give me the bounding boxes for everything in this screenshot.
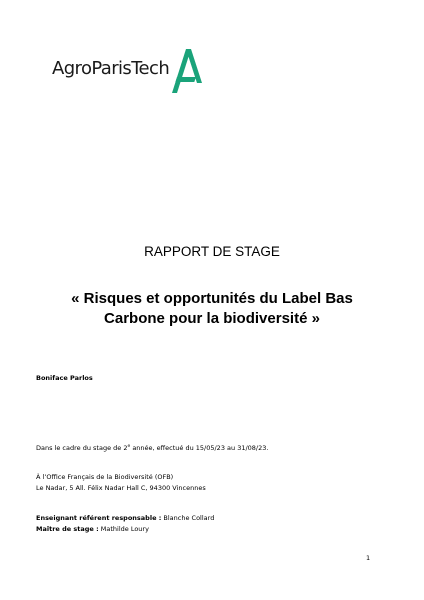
context-superscript: e bbox=[127, 444, 131, 449]
agroparistech-a-mark-icon bbox=[172, 49, 202, 93]
supervisor-label: Maître de stage : bbox=[36, 525, 99, 533]
internship-context bbox=[36, 441, 268, 454]
teacher-name: Blanche Collard bbox=[161, 514, 215, 522]
context-suffix: année, effectué du 15/05/23 au 31/08/23. bbox=[130, 444, 269, 453]
report-title-line-2: Carbone pour la biodiversité » bbox=[104, 310, 320, 327]
organization-name: À l’Office Français de la Biodiversité (OFB) bbox=[36, 473, 174, 481]
page-number: 1 bbox=[366, 554, 371, 562]
logo-text: AgroParisTech bbox=[52, 58, 170, 79]
report-title bbox=[40, 289, 384, 329]
supervisor-line bbox=[36, 524, 214, 535]
teacher-line bbox=[36, 513, 214, 524]
report-type-heading: RAPPORT DE STAGE bbox=[144, 244, 280, 259]
staff-block bbox=[36, 513, 214, 535]
author-name: Boniface Parlos bbox=[36, 374, 93, 382]
organization-address: Le Nadar, 5 All. Félix Nadar Hall C, 94300 Vincennes bbox=[36, 484, 206, 492]
report-title-line-1: « Risques et opportunités du Label Bas bbox=[71, 290, 353, 307]
agroparistech-logo bbox=[52, 49, 202, 93]
organization-block bbox=[36, 472, 206, 494]
context-prefix: Dans le cadre du stage de 2 bbox=[36, 444, 128, 453]
supervisor-name: Mathilde Loury bbox=[98, 525, 149, 533]
teacher-label: Enseignant référent responsable : bbox=[36, 514, 162, 522]
